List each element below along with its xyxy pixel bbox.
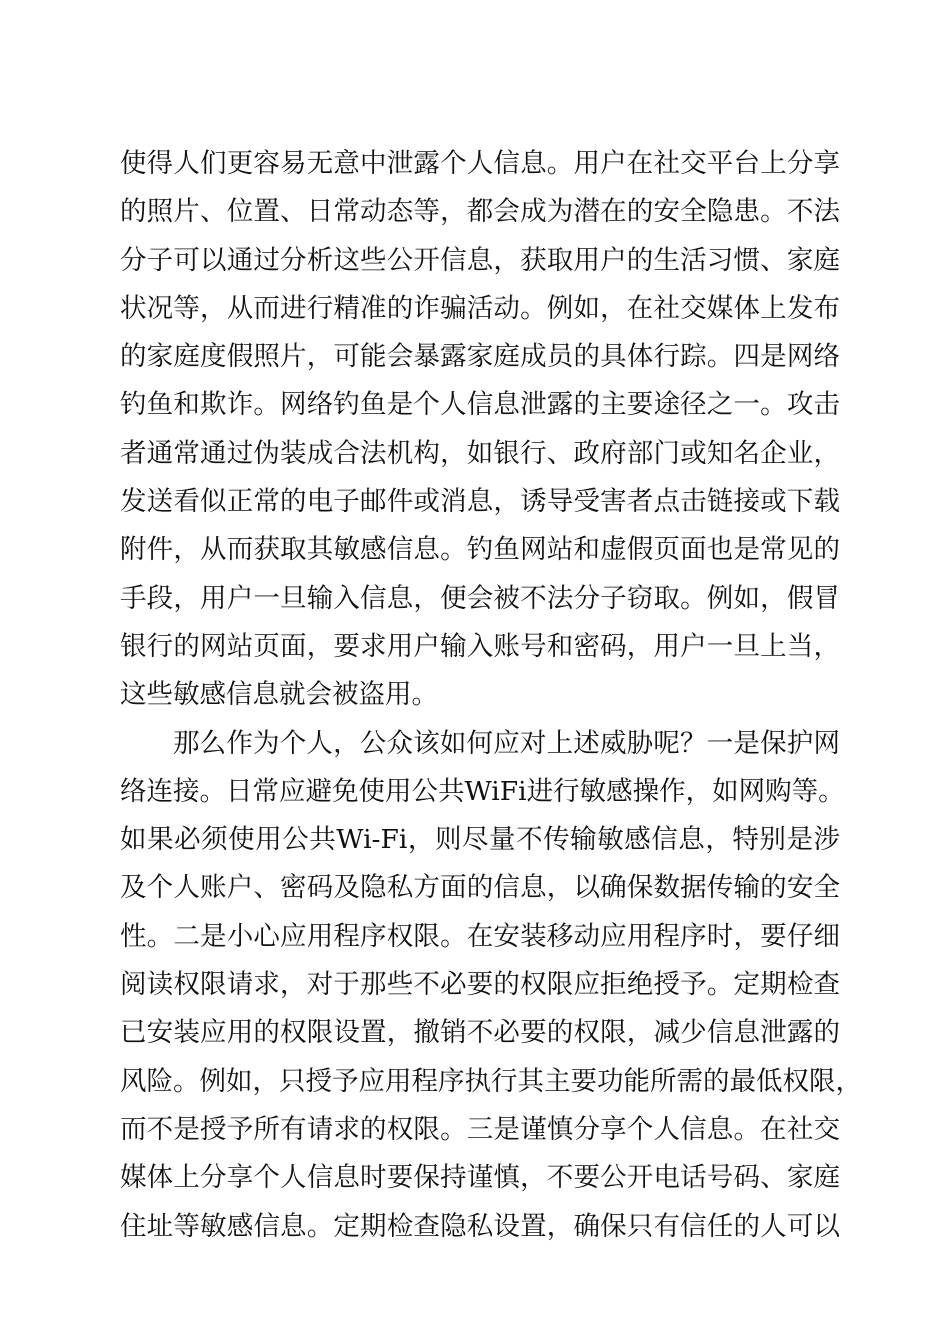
paragraph-1-line: 发送看似正常的电子邮件或消息，诱导受害者点击链接或下载: [120, 486, 840, 518]
paragraph-2-line: 媒体上分享个人信息时要保持谨慎，不要公开电话号码、家庭: [120, 1162, 840, 1194]
paragraph-1-line: 的照片、位置、日常动态等，都会成为潜在的安全隐患。不法: [120, 196, 840, 228]
paragraph-2-line: 如果必须使用公共Wi-Fi，则尽量不传输敏感信息，特别是涉: [120, 824, 840, 856]
paragraph-2-line: 络连接。日常应避免使用公共WiFi进行敏感操作，如网购等。: [120, 775, 845, 807]
paragraph-1-line: 使得人们更容易无意中泄露个人信息。用户在社交平台上分享: [120, 148, 840, 179]
paragraph-2-line: 住址等敏感信息。定期检查隐私设置，确保只有信任的人可以: [120, 1210, 840, 1242]
paragraph-2-line: 及个人账户、密码及隐私方面的信息，以确保数据传输的安全: [120, 872, 840, 904]
paragraph-1-line: 状况等，从而进行精准的诈骗活动。例如，在社交媒体上发布: [120, 292, 840, 324]
paragraph-1-line: 的家庭度假照片，可能会暴露家庭成员的具体行踪。四是网络: [120, 341, 840, 373]
paragraph-1-line: 附件，从而获取其敏感信息。钓鱼网站和虚假页面也是常见的: [120, 534, 840, 566]
paragraph-1-line: 者通常通过伪装成合法机构，如银行、政府部门或知名企业，: [120, 437, 840, 469]
paragraph-2-line: 性。二是小心应用程序权限。在安装移动应用程序时，要仔细: [120, 920, 840, 952]
paragraph-1-line: 钓鱼和欺诈。网络钓鱼是个人信息泄露的主要途径之一。攻击: [120, 389, 840, 421]
paragraph-2-line: 而不是授予所有请求的权限。三是谨慎分享个人信息。在社交: [120, 1113, 840, 1145]
paragraph-2-line: 那么作为个人，公众该如何应对上述威胁呢？一是保护网: [173, 727, 840, 759]
paragraph-2-line: 风险。例如，只授予应用程序执行其主要功能所需的最低权限，: [120, 1065, 862, 1097]
paragraph-2-line: 阅读权限请求，对于那些不必要的权限应拒绝授予。定期检查: [120, 969, 840, 1001]
paragraph-1-line: 这些敏感信息就会被盗用。: [120, 679, 438, 711]
paragraph-1-line: 分子可以通过分析这些公开信息，获取用户的生活习惯、家庭: [120, 244, 840, 276]
paragraph-2-line: 已安装应用的权限设置，撤销不必要的权限，减少信息泄露的: [120, 1017, 840, 1049]
paragraph-1-line: 银行的网站页面，要求用户输入账号和密码，用户一旦上当，: [120, 630, 840, 662]
paragraph-1-line: 手段，用户一旦输入信息，便会被不法分子窃取。例如，假冒: [120, 582, 840, 614]
body-text: [120, 140, 862, 1251]
